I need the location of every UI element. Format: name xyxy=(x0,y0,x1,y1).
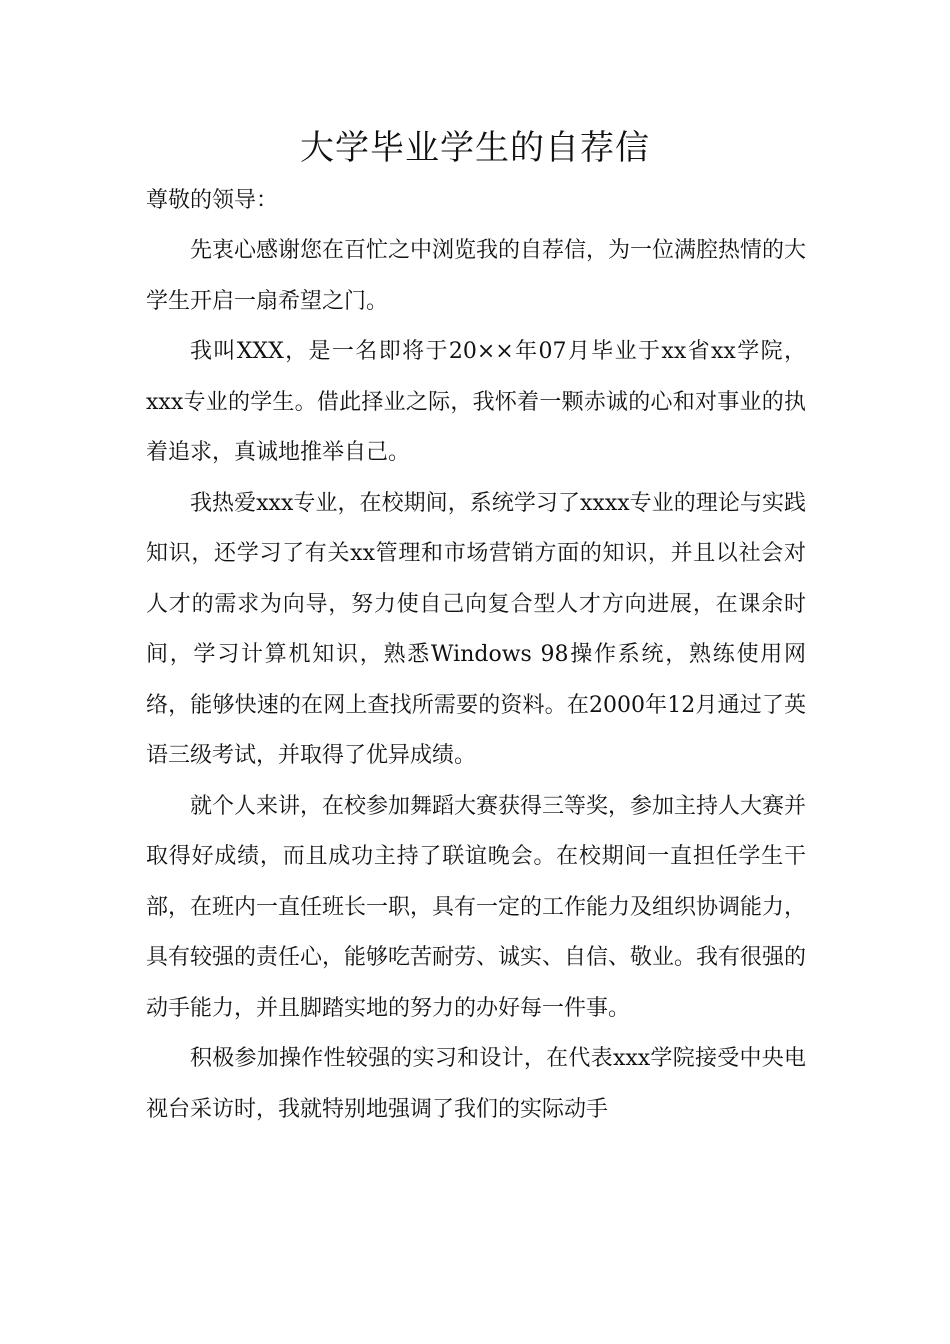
paragraph-5: 积极参加操作性较强的实习和设计，在代表xxx学院接受中央电视台采访时，我就特别地强调了我们的实际动手 xyxy=(146,1046,806,1122)
greeting: 尊敬的领导： xyxy=(146,188,279,213)
paragraph-3: 我热爱xxx专业，在校期间，系统学习了xxxx专业的理论与实践知识，还学习了有关xx管理和市场营销方面的知识，并且以社会对人才的需求为向导，努力使自己向复合型人才方向进展，在课余时间，学习计算机知识，熟悉Windows 98操作系统，熟练使用网络，能够快速的在网上查找所需要的资料。在2000年12月通过了英语三级考试，并取得了优异成绩。 xyxy=(146,490,806,768)
paragraph-1: 先衷心感谢您在百忙之中浏览我的自荐信，为一位满腔热情的大学生开启一扇希望之门。 xyxy=(146,238,807,314)
letter-body xyxy=(146,226,806,1135)
paragraph-2: 我叫XXX，是一名即将于20××年07月毕业于xx省xx学院，xxx专业的学生。借此择业之际，我怀着一颗赤诚的心和对事业的执着追求，真诚地推举自己。 xyxy=(146,339,806,465)
paragraph-4: 就个人来讲，在校参加舞蹈大赛获得三等奖，参加主持人大赛并取得好成绩，而且成功主持了联谊晚会。在校期间一直担任学生干部，在班内一直任班长一职，具有一定的工作能力及组织协调能力，具有较强的责任心，能够吃苦耐劳、诚实、自信、敬业。我有很强的动手能力，并且脚踏实地的努力的办好每一件事。 xyxy=(146,793,807,1021)
document-title: 大学毕业学生的自荐信 xyxy=(300,128,650,168)
